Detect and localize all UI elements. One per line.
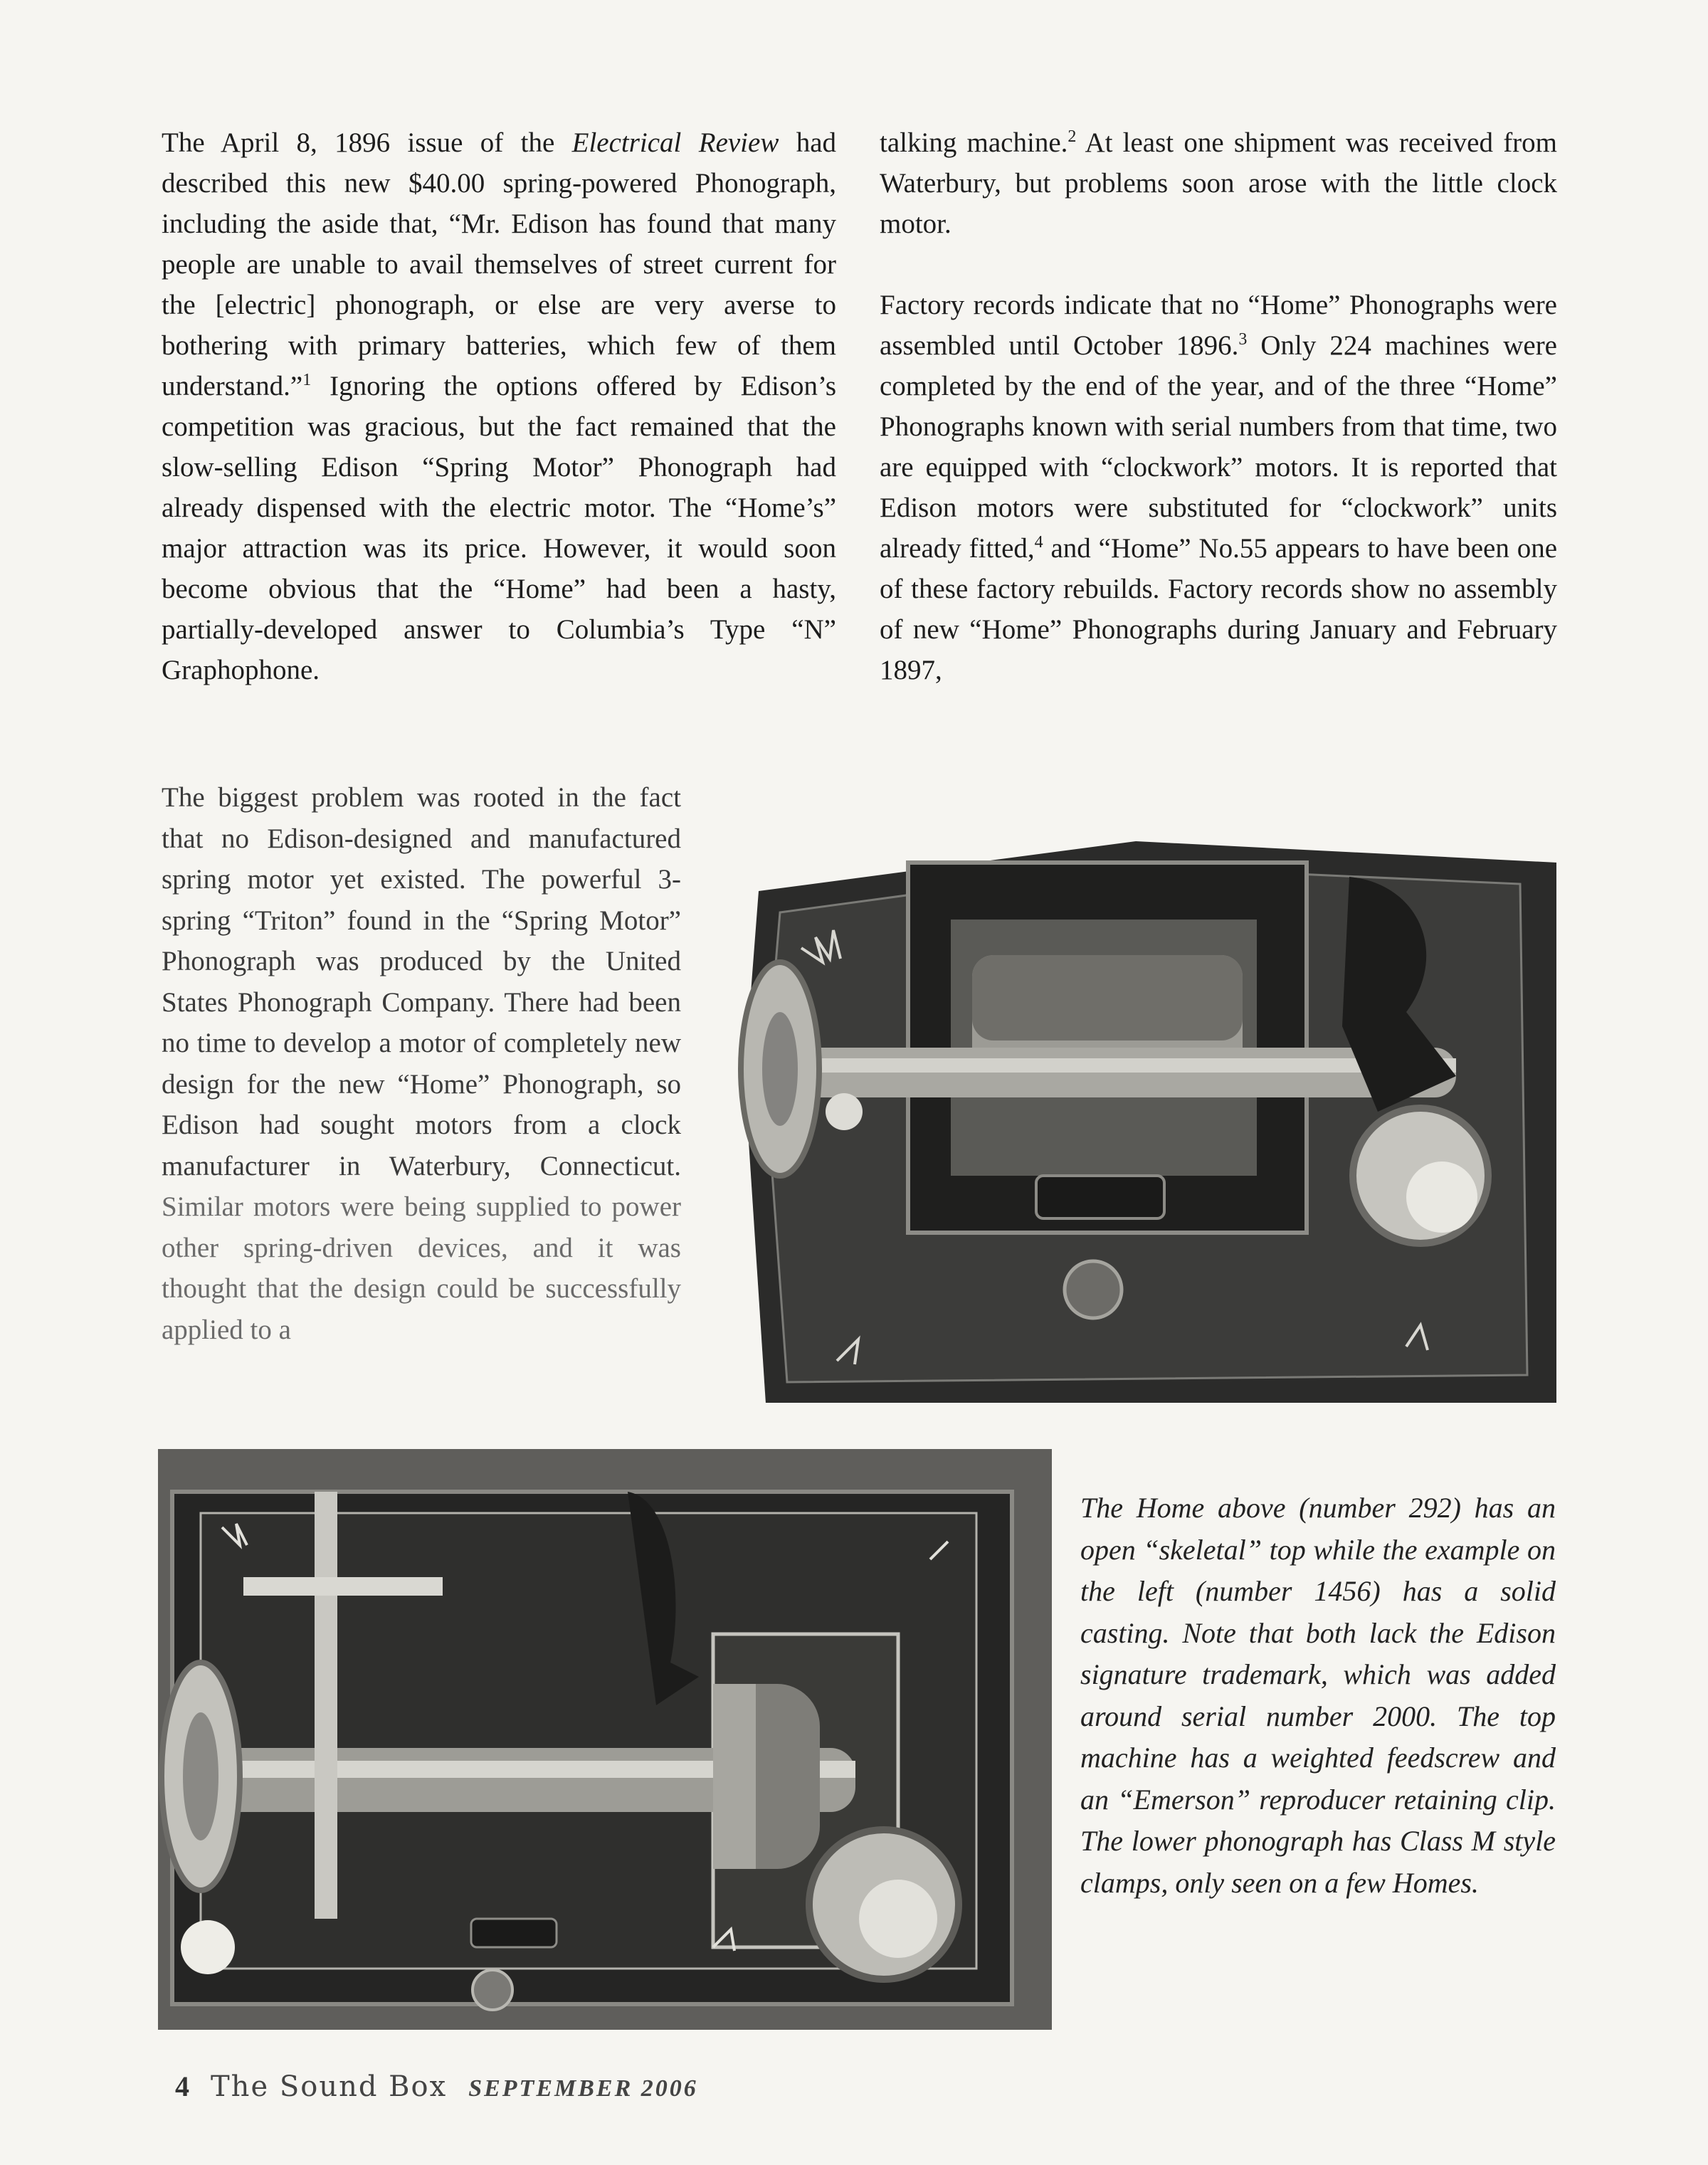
magazine-title: The Sound Box	[211, 2070, 448, 2103]
article-column-left-middle	[162, 777, 681, 1350]
footnote-ref-1: 1	[302, 371, 312, 389]
publication-title: Electrical Review	[571, 127, 779, 158]
footnote-ref-4: 4	[1034, 533, 1043, 552]
paragraph-factory-records: Factory records indicate that no “Home” Phonographs were assembled until October 1896.$^3$ Only 224 machines were completed by the end of the year, and of the three “Home” Phonographs known with serial numbers from that time, two are equipped with “clockwork” motors. It is reported that Edison motors were substituted for “clockwork” units already fitted,$^4$ and “Home” No.55 appears to have been one of these factory rebuilds. Factory records show no assembly of new “Home” Phonographs during January and February 1897,	[880, 290, 1557, 685]
footnote-ref-2: 2	[1068, 127, 1077, 146]
phonograph-292-illustration	[737, 777, 1557, 1403]
page-footer	[175, 2070, 698, 2103]
photo-home-phonograph-1456	[158, 1449, 1052, 2030]
phonograph-1456-illustration	[158, 1449, 1052, 2030]
page-number: 4	[175, 2070, 189, 2102]
paragraph-electrical-review: The April 8, 1896 issue of the Electrical Review had described this new $40.00 spring-powered Phonograph, including the aside that, “Mr. Edison has found that many people are unable to avail themselves of street current for the [electric] phonograph, or else are very averse to bothering with primary batteries, which few of them understand.”$^1$ Ignoring the options offered by Edison’s competition was gracious, but the fact remained that the slow-selling Edison “Spring Motor” Phonograph had already dispensed with the electric motor. The “Home’s” major attraction was its price. However, it would soon become obvious that the “Home” had been a hasty, partially-developed answer to Columbia’s Type “N” Graphophone.	[162, 127, 837, 685]
paragraph-talking-machine: talking machine.$^2$ At least one shipment was received from Waterbury, but problems soon arose with the little clock motor.	[880, 127, 1557, 239]
photo-home-phonograph-292	[737, 777, 1557, 1403]
article-column-left-top	[162, 122, 836, 690]
footnote-ref-3: 3	[1238, 330, 1248, 349]
photo-caption: The Home above (number 292) has an open “skeletal” top while the example on the left (number 1456) has a solid casting. Note that both lack the Edison signature trademark, which was added around serial number 2000. The top machine has a weighted feedscrew and an “Emerson” reproducer retaining clip. The lower phonograph has Class M style clamps, only seen on a few Homes.	[1080, 1492, 1556, 1899]
issue-date: SEPTEMBER 2006	[468, 2075, 698, 2102]
article-column-right-top	[880, 122, 1557, 690]
paragraph-biggest-problem: The biggest problem was rooted in the fact that no Edison-designed and manufactured spring motor yet existed. The powerful 3-spring “Triton” found in the “Spring Motor” Phonograph was produced by the United States Phonograph Company. There had been no time to develop a motor of completely new design for the new “Home” Phonograph, so Edison had sought motors from a clock manufacturer in Waterbury, Connecticut. Similar motors were being supplied to power other spring-driven devices, and it was thought that the design could be successfully applied to a	[162, 782, 681, 1345]
